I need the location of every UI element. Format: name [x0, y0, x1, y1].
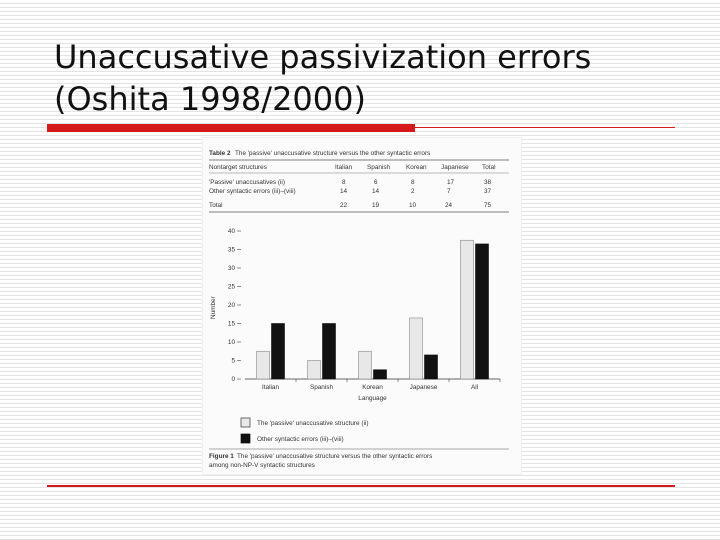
table-row-2-cell-1: 14 [340, 188, 348, 195]
legend-label-passive: The 'passive' unaccusative structure (ii) [257, 420, 369, 427]
bars [257, 240, 489, 379]
table-total-cell-4: 24 [445, 202, 453, 209]
table-total-cell-3: 10 [409, 202, 417, 209]
x-axis-title: Language [358, 395, 387, 402]
figure-caption-line-2: among non-NP-V syntactic structures [209, 462, 315, 469]
table-label: Table 2 [209, 150, 231, 157]
table-row-1-cell-5: 38 [484, 179, 492, 186]
x-tick-label: All [470, 384, 479, 391]
y-tick-label: 0 [231, 376, 235, 384]
y-tick-label: 5 [231, 357, 235, 365]
table-row-1-cell-1: 8 [342, 179, 346, 186]
x-tick-label: Italian [261, 384, 280, 391]
table-caption: The 'passive' unaccusative structure versus the other syntactic errors [235, 150, 431, 157]
y-tick-label: 10 [227, 339, 235, 347]
table-row-2-cell-4: 7 [447, 188, 451, 195]
legend-swatch-passive [241, 418, 250, 427]
table-row-2-cell-2: 14 [372, 188, 380, 195]
figure-caption-line-1: The 'passive' unaccusative structure versus the other syntactic errors [237, 453, 433, 460]
bar-passive-korean [359, 351, 372, 379]
footer-rule [47, 485, 675, 487]
table-row-1-cell-4: 17 [447, 179, 455, 186]
y-tick-label: 30 [227, 265, 235, 273]
y-tick-label: 20 [227, 302, 235, 310]
table-header-1: Italian [335, 164, 353, 171]
bar-passive-all [461, 240, 474, 379]
legend-swatch-other [241, 434, 250, 443]
table-total-cell-5: 75 [484, 202, 492, 209]
figure-label: Figure 1 [209, 453, 234, 460]
scanned-figure [203, 138, 521, 474]
y-axis-ticks [228, 228, 241, 383]
table-row-1-cell-2: 6 [374, 179, 378, 186]
bar-passive-japanese [410, 318, 423, 379]
y-tick-label: 25 [227, 283, 235, 291]
table-header-3: Korean [406, 164, 427, 171]
bar-other-korean [374, 370, 387, 379]
table-total-cell-2: 19 [372, 202, 380, 209]
table-row-2-cell-3: 2 [411, 188, 415, 195]
bar-other-all [476, 244, 489, 379]
table-row-1-label: 'Passive' unaccusatives (ii) [209, 179, 285, 186]
title-accent-line [415, 127, 675, 128]
x-axis-tick-labels [262, 379, 500, 391]
slide-title [54, 36, 694, 120]
legend-label-other: Other syntactic errors (iii)–(viii) [257, 436, 344, 443]
table-total-label: Total [209, 202, 223, 209]
bar-passive-italian [257, 351, 270, 379]
bar-other-japanese [425, 355, 438, 379]
x-tick-label: Spanish [309, 384, 334, 391]
bar-passive-spanish [308, 361, 321, 380]
table-header-2: Spanish [367, 164, 391, 171]
x-tick-label: Japanese [409, 384, 438, 391]
table-header-0: Nontarget structures [209, 164, 267, 171]
slide-title-line-2: (Oshita 1998/2000) [54, 80, 366, 118]
bar-other-spanish [323, 324, 336, 380]
table-row-2-cell-5: 37 [484, 188, 492, 195]
slide-title-line-1: Unaccusative passivization errors [54, 38, 592, 76]
title-accent-bar [47, 124, 415, 132]
x-tick-label: Korean [362, 384, 383, 391]
y-tick-label: 35 [227, 246, 235, 254]
table-total-cell-1: 22 [340, 202, 348, 209]
y-tick-label: 40 [227, 228, 235, 236]
table-header-5: Total [482, 164, 496, 171]
y-axis-title: Number [210, 296, 217, 319]
table-row-1-cell-3: 8 [411, 179, 415, 186]
y-tick-label: 15 [227, 320, 235, 328]
table-row-2-label: Other syntactic errors (iii)–(viii) [209, 188, 296, 195]
table-header-4: Japanese [441, 164, 469, 171]
figure-svg [203, 138, 521, 474]
bar-other-italian [272, 324, 285, 380]
